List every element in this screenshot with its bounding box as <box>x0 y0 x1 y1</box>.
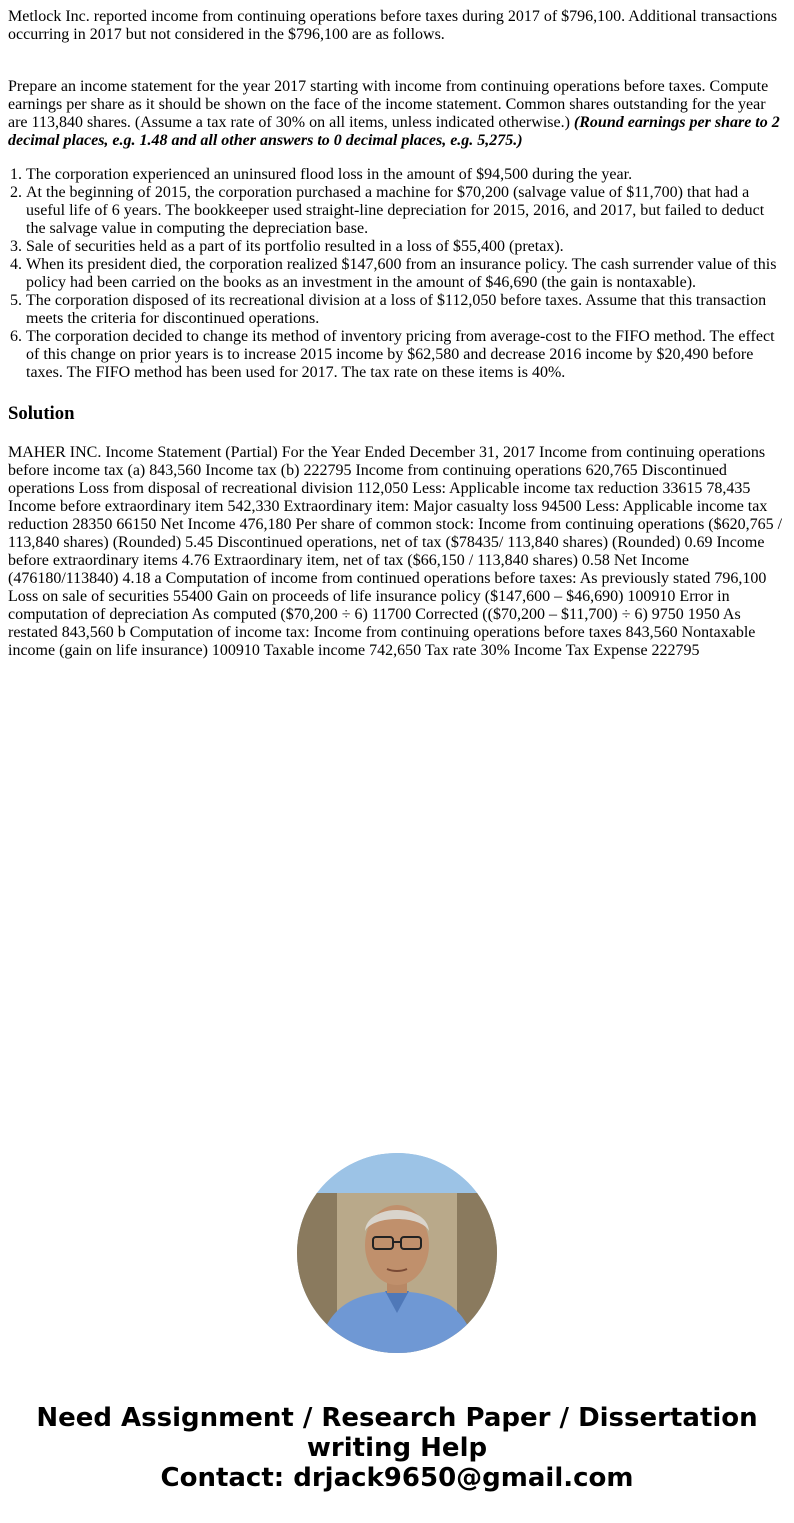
list-item: 5. The corporation disposed of its recreational division at a loss of $112,050 before taxes. Assume that this transaction meets the criteria for discontinued operations. <box>26 292 784 328</box>
promo-banner <box>0 1403 794 1493</box>
list-item: 2. At the beginning of 2015, the corporation purchased a machine for $70,200 (salvage value of $11,700) that had a useful life of 6 years. The bookkeeper used straight-line depreciation for 2015, 2016, and 2017, but failed to deduct the salvage value in computing the depreciation base. <box>26 184 784 238</box>
document-body <box>8 8 784 660</box>
problem-intro: Metlock Inc. reported income from continuing operations before taxes during 2017 of $796,100. Additional transactions occurring in 2017 but not considered in the $796,100 are as follows. <box>8 8 778 43</box>
transaction-list <box>8 166 784 382</box>
author-avatar <box>297 1153 497 1353</box>
list-item: 6. The corporation decided to change its method of inventory pricing from average-cost to the FIFO method. The effect of this change on prior years is to increase 2015 income by $62,580 and decrease 2016 income by $20,490 before taxes. The FIFO method has been used for 2017. The tax rate on these items is 40%. <box>26 328 784 382</box>
list-item: 4. When its president died, the corporation realized $147,600 from an insurance policy. The cash surrender value of this policy had been carried on the books as an investment in the amount of $46,690 (the gain is nontaxable). <box>26 256 784 292</box>
list-item: 3. Sale of securities held as a part of its portfolio resulted in a loss of $55,400 (pretax). <box>26 238 784 256</box>
solution-text: MAHER INC. Income Statement (Partial) For the Year Ended December 31, 2017 Income from continuing operations before income tax (a) 843,560 Income tax (b) 222795 Income from continuing operations 620,765 Discontinued operations Loss from disposal of recreational division 112,050 Less: Applicable income tax reduction 33615 78,435 Income before extraordinary item 542,330 Extraordinary item: Major casualty loss 94500 Less: Applicable income tax reduction 28350 66150 Net Income 476,180 Per share of common stock: Income from continuing operations ($620,765 / 113,840 shares) (Rounded) 5.45 Discontinued operations, net of tax ($78435/ 113,840 shares) (Rounded) 0.69 Income before extraordinary items 4.76 Extraordinary item, net of tax ($66,150 / 113,840 shares) 0.58 Net Income (476180/113840) 4.18 a Computation of income from continued operations before taxes: As previously stated 796,100 Loss on sale of securities 55400 Gain on proceeds of life insurance policy ($147,600 – $46,690) 100910 Error in computation of depreciation As computed ($70,200 ÷ 6) 11700 Corrected (($70,200 – $11,700) ÷ 6) 9750 1950 As restated 843,560 b Computation of income tax: Income from continuing operations before taxes 843,560 Nontaxable income (gain on life insurance) 100910 Taxable income 742,650 Tax rate 30% Income Tax Expense 222795 <box>8 444 783 659</box>
task-instructions <box>8 78 784 150</box>
task-rounding-note: (Round earnings per share to 2 decimal places, e.g. 1.48 and all other answers to 0 decimal places, e.g. 5,275.) <box>8 114 780 149</box>
promo-contact: Contact: drjack9650@gmail.com <box>160 1463 634 1493</box>
promo-headline: Need Assignment / Research Paper / Dissertation writing Help <box>36 1403 758 1463</box>
solution-heading: Solution <box>8 403 75 424</box>
author-portrait-icon <box>297 1153 497 1353</box>
task-text: Prepare an income statement for the year 2017 starting with income from continuing operations before taxes. Compute earnings per share as it should be shown on the face of the income statement. Common shares outstanding for the year are 113,840 shares. (Assume a tax rate of 30% on all items, unless indicated otherwise.) <box>8 78 769 131</box>
list-item: 1. The corporation experienced an uninsured flood loss in the amount of $94,500 during the year. <box>26 166 784 184</box>
